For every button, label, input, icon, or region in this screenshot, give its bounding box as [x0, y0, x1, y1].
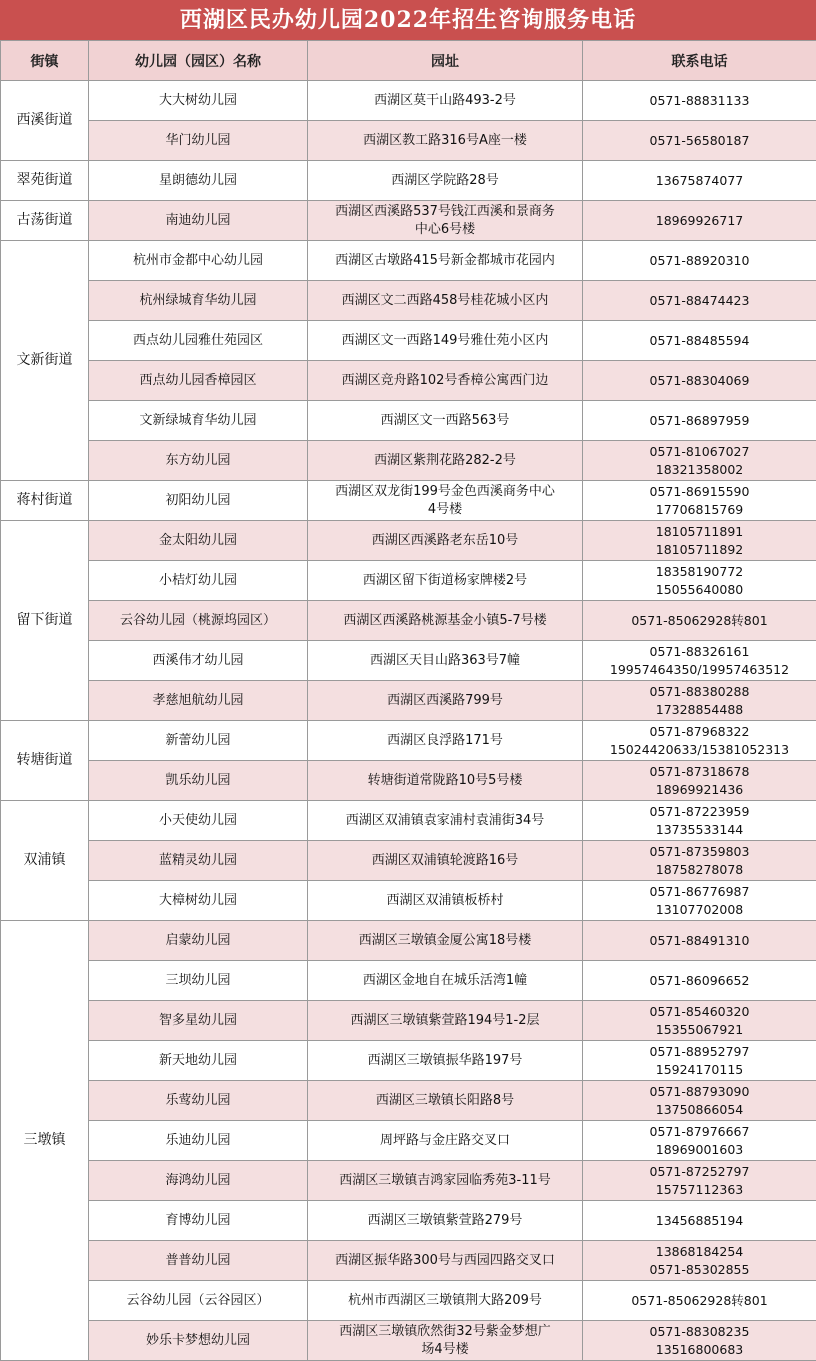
address-cell: [308, 921, 583, 961]
phone-number: 0571-85062928转801: [631, 612, 768, 628]
phone-cell: [583, 1281, 816, 1321]
address-cell: [308, 1241, 583, 1281]
table-row: [1, 1001, 816, 1041]
kindergarten-name-cell: 金太阳幼儿园: [89, 521, 308, 561]
street-cell: 蒋村街道: [1, 481, 89, 521]
phone-number: 0571-86915590: [649, 484, 750, 499]
table-row: [1, 521, 816, 561]
phone-cell: [583, 801, 816, 841]
phone-number: 18105711891: [655, 524, 744, 539]
table-header-row: [1, 41, 816, 81]
table-row: [1, 361, 816, 401]
header-phone: 联系电话: [583, 41, 816, 81]
phone-number: 0571-88831133: [649, 92, 750, 108]
phone-cell: [583, 241, 816, 281]
address-line: 西湖区西溪路799号: [387, 692, 503, 708]
address-line: 西湖区双浦镇轮渡路16号: [371, 852, 519, 868]
phone-cell: [583, 1161, 816, 1201]
address-cell: [308, 161, 583, 201]
phone-cell: [583, 361, 816, 401]
phone-number: 0571-88952797: [649, 1044, 750, 1059]
phone-number: 15757112363: [655, 1181, 744, 1197]
table-row: [1, 1241, 816, 1281]
address-line: 西湖区三墩镇欣然街32号紫金梦想广: [339, 1324, 551, 1339]
table-row: [1, 81, 816, 121]
table-row: [1, 321, 816, 361]
address-line: 西湖区学院路28号: [391, 172, 499, 188]
phone-number: 0571-87359803: [649, 844, 750, 859]
table-row: [1, 961, 816, 1001]
phone-cell: [583, 321, 816, 361]
table-row: [1, 401, 816, 441]
street-cell: 转塘街道: [1, 721, 89, 801]
kindergarten-name-cell: 普普幼儿园: [89, 1241, 308, 1281]
table-row: [1, 921, 816, 961]
kindergarten-name-cell: 小天使幼儿园: [89, 801, 308, 841]
phone-number: 13456885194: [655, 1212, 744, 1228]
phone-number: 17706815769: [655, 501, 744, 517]
kindergarten-name-cell: 文新绿城育华幼儿园: [89, 401, 308, 441]
table-row: [1, 241, 816, 281]
kindergarten-name-cell: 智多星幼儿园: [89, 1001, 308, 1041]
phone-number: 13868184254: [655, 1244, 744, 1259]
phone-cell: [583, 1001, 816, 1041]
phone-number: 0571-88304069: [649, 372, 750, 388]
address-line: 西湖区西溪路537号钱江西溪和景商务: [335, 204, 555, 219]
kindergarten-name-cell: 启蒙幼儿园: [89, 921, 308, 961]
phone-cell: [583, 1081, 816, 1121]
phone-number: 18321358002: [655, 461, 744, 477]
address-line: 西湖区良浮路171号: [387, 732, 503, 748]
phone-number: 0571-88380288: [649, 684, 750, 699]
table-row: [1, 1121, 816, 1161]
address-line: 西湖区三墩镇吉鸿家园临秀苑3-11号: [339, 1172, 551, 1188]
phone-number: 19957464350/19957463512: [609, 661, 790, 677]
kindergarten-name-cell: 凯乐幼儿园: [89, 761, 308, 801]
phone-number: 15055640080: [655, 581, 744, 597]
address-cell: [308, 1001, 583, 1041]
address-line: 西湖区三墩镇紫萱路279号: [367, 1212, 523, 1228]
address-line: 西湖区文一西路149号雅仕苑小区内: [341, 332, 549, 348]
phone-number: 13675874077: [655, 172, 744, 188]
phone-cell: [583, 921, 816, 961]
phone-cell: [583, 1121, 816, 1161]
kindergarten-table: [0, 40, 816, 1361]
address-cell: [308, 761, 583, 801]
phone-number: 0571-86096652: [649, 972, 750, 988]
kindergarten-name-cell: 海鸿幼儿园: [89, 1161, 308, 1201]
kindergarten-name-cell: 三坝幼儿园: [89, 961, 308, 1001]
phone-number: 15355067921: [655, 1021, 744, 1037]
kindergarten-name-cell: 妙乐卡梦想幼儿园: [89, 1321, 308, 1361]
address-line: 西湖区文一西路563号: [380, 412, 510, 428]
address-line: 西湖区双龙街199号金色西溪商务中心: [335, 484, 555, 499]
address-line: 西湖区文二西路458号桂花城小区内: [341, 292, 549, 308]
address-line: 中心6号楼: [414, 221, 476, 237]
address-cell: [308, 1041, 583, 1081]
phone-number: 0571-88793090: [649, 1084, 750, 1099]
phone-cell: [583, 81, 816, 121]
phone-number: 15924170115: [655, 1061, 744, 1077]
phone-number: 0571-87252797: [649, 1164, 750, 1179]
table-row: [1, 161, 816, 201]
address-line: 西湖区竞舟路102号香樟公寓西门边: [341, 372, 549, 388]
address-line: 西湖区古墩路415号新金都城市花园内: [335, 252, 555, 268]
phone-number: 0571-88326161: [649, 644, 750, 659]
phone-cell: [583, 641, 816, 681]
address-line: 杭州市西湖区三墩镇荆大路209号: [348, 1292, 542, 1308]
phone-number: 0571-88474423: [649, 292, 750, 308]
phone-cell: [583, 841, 816, 881]
address-cell: [308, 1201, 583, 1241]
phone-number: 0571-86897959: [649, 412, 750, 428]
phone-number: 0571-88485594: [649, 332, 750, 348]
table-row: [1, 1081, 816, 1121]
table-row: [1, 761, 816, 801]
table-row: [1, 801, 816, 841]
address-cell: [308, 961, 583, 1001]
phone-cell: [583, 1321, 816, 1361]
table-row: [1, 1201, 816, 1241]
address-cell: [308, 81, 583, 121]
phone-number: 18969926717: [655, 212, 744, 228]
table-body: [1, 81, 816, 1361]
address-line: 周坪路与金庄路交叉口: [379, 1132, 510, 1148]
phone-cell: [583, 161, 816, 201]
address-line: 西湖区双浦镇袁家浦村袁浦街34号: [345, 812, 545, 828]
address-line: 西湖区莫干山路493-2号: [374, 92, 516, 108]
street-cell: 双浦镇: [1, 801, 89, 921]
kindergarten-name-cell: 西点幼儿园香樟园区: [89, 361, 308, 401]
address-cell: [308, 561, 583, 601]
phone-number: 0571-81067027: [649, 444, 750, 459]
phone-number: 0571-85460320: [649, 1004, 750, 1019]
phone-cell: [583, 961, 816, 1001]
phone-cell: [583, 601, 816, 641]
table-row: [1, 441, 816, 481]
address-line: 西湖区三墩镇长阳路8号: [375, 1092, 515, 1108]
address-cell: [308, 801, 583, 841]
kindergarten-name-cell: 大樟树幼儿园: [89, 881, 308, 921]
address-cell: [308, 1281, 583, 1321]
street-cell: 翠苑街道: [1, 161, 89, 201]
kindergarten-name-cell: 新天地幼儿园: [89, 1041, 308, 1081]
address-cell: [308, 481, 583, 521]
phone-number: 0571-87223959: [649, 804, 750, 819]
kindergarten-name-cell: 小桔灯幼儿园: [89, 561, 308, 601]
address-cell: [308, 641, 583, 681]
address-line: 西湖区金地自在城乐活湾1幢: [362, 972, 528, 988]
phone-number: 0571-56580187: [649, 132, 750, 148]
table-row: [1, 681, 816, 721]
kindergarten-name-cell: 大大树幼儿园: [89, 81, 308, 121]
kindergarten-name-cell: 南迪幼儿园: [89, 201, 308, 241]
address-cell: [308, 281, 583, 321]
header-kindergarten-name: 幼儿园（园区）名称: [89, 41, 308, 81]
phone-cell: [583, 1201, 816, 1241]
phone-cell: [583, 201, 816, 241]
phone-cell: [583, 121, 816, 161]
table-row: [1, 1321, 816, 1361]
phone-number: 18758278078: [655, 861, 744, 877]
kindergarten-name-cell: 育博幼儿园: [89, 1201, 308, 1241]
phone-cell: [583, 521, 816, 561]
phone-number: 17328854488: [655, 701, 744, 717]
kindergarten-name-cell: 初阳幼儿园: [89, 481, 308, 521]
header-street: 街镇: [1, 41, 89, 81]
address-cell: [308, 721, 583, 761]
street-cell: 西溪街道: [1, 81, 89, 161]
phone-number: 0571-88920310: [649, 252, 750, 268]
address-line: 西湖区留下街道杨家牌楼2号: [362, 572, 528, 588]
address-line: 西湖区双浦镇板桥村: [386, 892, 504, 908]
phone-cell: [583, 561, 816, 601]
address-cell: [308, 441, 583, 481]
address-cell: [308, 1081, 583, 1121]
table-row: [1, 721, 816, 761]
address-cell: [308, 201, 583, 241]
kindergarten-name-cell: 乐莺幼儿园: [89, 1081, 308, 1121]
phone-number: 0571-88491310: [649, 932, 750, 948]
address-line: 场4号楼: [421, 1341, 469, 1357]
phone-number: 0571-87976667: [649, 1124, 750, 1139]
phone-number: 18358190772: [655, 564, 744, 579]
street-cell: 古荡街道: [1, 201, 89, 241]
phone-cell: [583, 441, 816, 481]
phone-number: 18969001603: [655, 1141, 744, 1157]
kindergarten-name-cell: 孝慈旭航幼儿园: [89, 681, 308, 721]
address-line: 西湖区三墩镇紫萱路194号1-2层: [350, 1012, 540, 1028]
address-cell: [308, 241, 583, 281]
table-row: [1, 121, 816, 161]
phone-cell: [583, 481, 816, 521]
table-row: [1, 561, 816, 601]
address-cell: [308, 1321, 583, 1361]
address-line: 西湖区振华路300号与西园四路交叉口: [335, 1252, 555, 1268]
kindergarten-name-cell: 杭州绿城育华幼儿园: [89, 281, 308, 321]
address-cell: [308, 521, 583, 561]
address-line: 西湖区三墩镇振华路197号: [367, 1052, 523, 1068]
table-row: [1, 481, 816, 521]
address-line: 西湖区三墩镇金厦公寓18号楼: [358, 932, 532, 948]
address-cell: [308, 361, 583, 401]
address-line: 西湖区天目山路363号7幢: [369, 652, 521, 668]
address-line: 4号楼: [427, 501, 463, 517]
table-row: [1, 281, 816, 321]
address-cell: [308, 121, 583, 161]
kindergarten-name-cell: 云谷幼儿园（云谷园区）: [89, 1281, 308, 1321]
address-cell: [308, 1121, 583, 1161]
phone-number: 13107702008: [655, 901, 744, 917]
phone-number: 0571-88308235: [649, 1324, 750, 1339]
address-cell: [308, 321, 583, 361]
address-line: 西湖区紫荆花路282-2号: [374, 452, 516, 468]
address-line: 西湖区教工路316号A座一楼: [363, 132, 527, 148]
address-cell: [308, 401, 583, 441]
phone-number: 18105711892: [655, 541, 744, 557]
page-title: 西湖区民办幼儿园2022年招生咨询服务电话: [0, 0, 816, 40]
table-row: [1, 201, 816, 241]
table-row: [1, 841, 816, 881]
phone-number: 0571-86776987: [649, 884, 750, 899]
address-line: 西湖区西溪路桃源基金小镇5-7号楼: [343, 612, 547, 628]
street-cell: 三墩镇: [1, 921, 89, 1361]
phone-number: 15024420633/15381052313: [609, 741, 790, 757]
phone-cell: [583, 281, 816, 321]
kindergarten-name-cell: 东方幼儿园: [89, 441, 308, 481]
table-row: [1, 1041, 816, 1081]
kindergarten-name-cell: 星朗德幼儿园: [89, 161, 308, 201]
kindergarten-name-cell: 蓝精灵幼儿园: [89, 841, 308, 881]
table-row: [1, 601, 816, 641]
address-cell: [308, 601, 583, 641]
table-row: [1, 1281, 816, 1321]
address-line: 西湖区西溪路老东岳10号: [371, 532, 519, 548]
header-address: 园址: [308, 41, 583, 81]
street-cell: 留下街道: [1, 521, 89, 721]
address-cell: [308, 1161, 583, 1201]
phone-cell: [583, 721, 816, 761]
kindergarten-name-cell: 新蕾幼儿园: [89, 721, 308, 761]
phone-cell: [583, 681, 816, 721]
kindergarten-name-cell: 乐迪幼儿园: [89, 1121, 308, 1161]
phone-cell: [583, 881, 816, 921]
phone-number: 0571-87968322: [649, 724, 750, 739]
kindergarten-name-cell: 云谷幼儿园（桃源坞园区）: [89, 601, 308, 641]
table-row: [1, 1161, 816, 1201]
phone-number: 0571-85062928转801: [631, 1292, 768, 1308]
address-line: 转塘街道常陇路10号5号楼: [367, 772, 523, 788]
phone-number: 18969921436: [655, 781, 744, 797]
kindergarten-name-cell: 杭州市金都中心幼儿园: [89, 241, 308, 281]
phone-number: 13750866054: [655, 1101, 744, 1117]
phone-cell: [583, 401, 816, 441]
phone-number: 0571-85302855: [649, 1261, 750, 1277]
phone-number: 0571-87318678: [649, 764, 750, 779]
kindergarten-name-cell: 华门幼儿园: [89, 121, 308, 161]
phone-cell: [583, 1041, 816, 1081]
kindergarten-name-cell: 西溪伟才幼儿园: [89, 641, 308, 681]
phone-cell: [583, 1241, 816, 1281]
address-cell: [308, 881, 583, 921]
kindergarten-name-cell: 西点幼儿园雅仕苑园区: [89, 321, 308, 361]
table-row: [1, 641, 816, 681]
phone-cell: [583, 761, 816, 801]
table-row: [1, 881, 816, 921]
phone-number: 13516800683: [655, 1341, 744, 1357]
address-cell: [308, 841, 583, 881]
phone-number: 13735533144: [655, 821, 744, 837]
street-cell: 文新街道: [1, 241, 89, 481]
address-cell: [308, 681, 583, 721]
